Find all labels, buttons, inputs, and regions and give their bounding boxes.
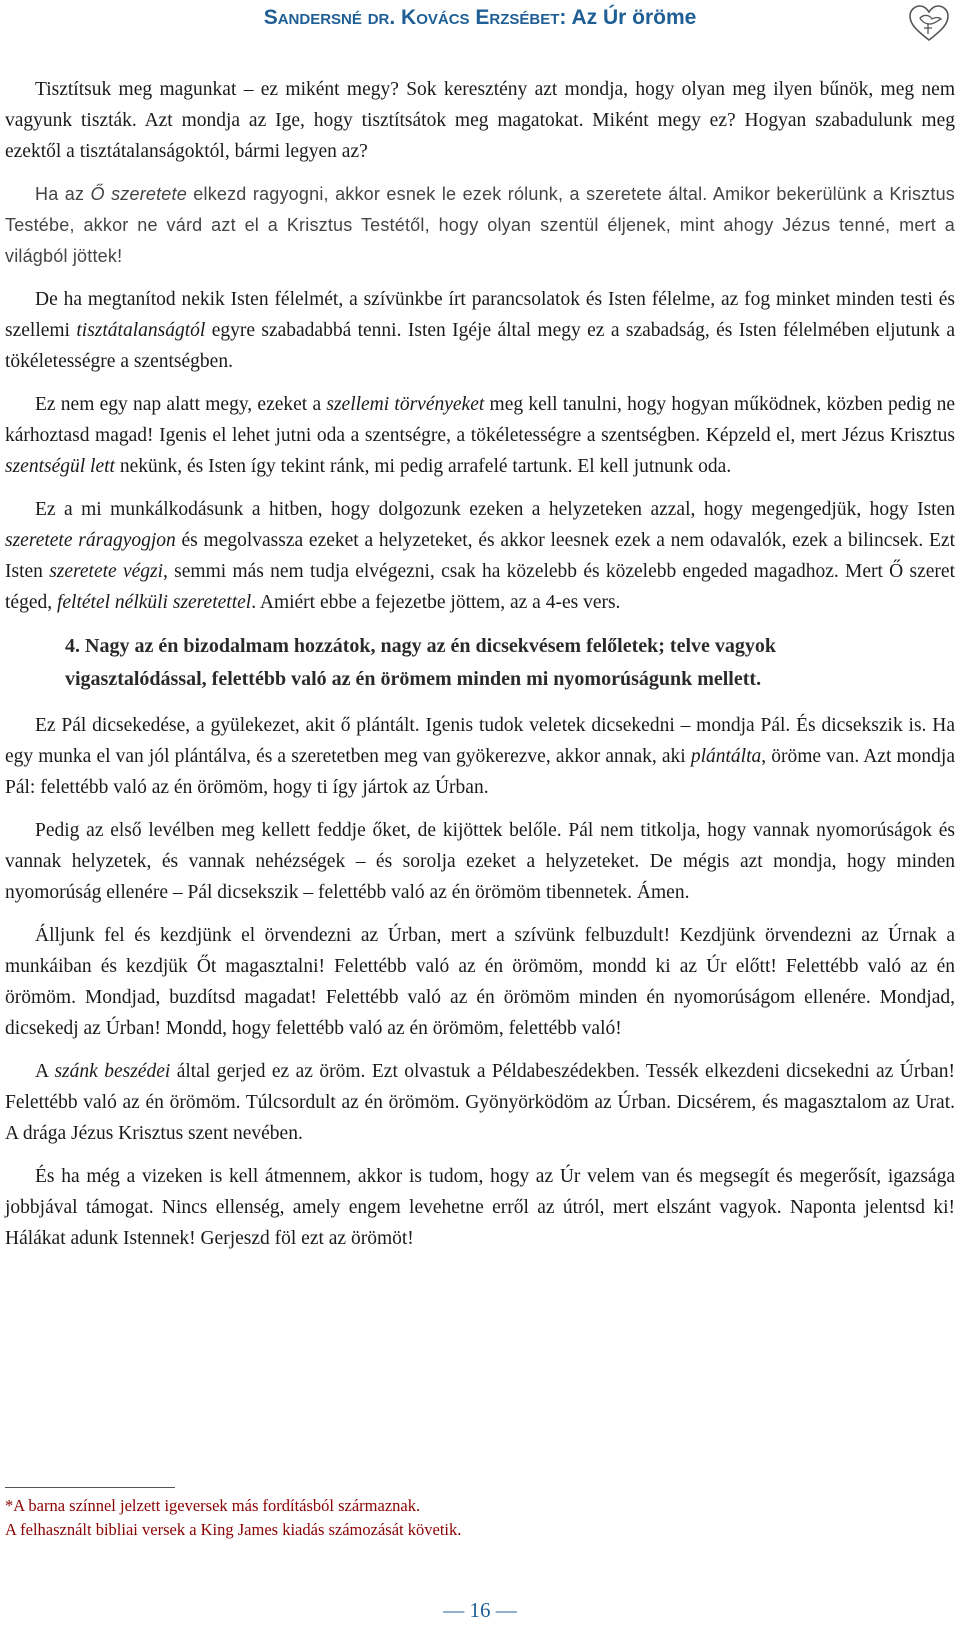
paragraph-3: De ha megtanítod nekik Isten félelmét, a szívünkbe írt parancsolatok és Isten félelme, az fog minket minden testi és szellemi tisztátalanságtól egyre szabadabbá tenni. Isten Igéje által megy ez a szabadság, és Isten félelmében eljutunk a tökéletességre a szentségben. (5, 289, 955, 372)
running-title (0, 6, 960, 30)
heart-dove-logo-icon (906, 2, 952, 44)
paragraph-8: Álljunk fel és kezdjünk el örvendezni az Úrban, mert a szívünk felbuzdult! Kezdjünk örvendezni az Úrnak a munkáiban és kezdjük Őt magasztalni! Felettébb való az én örömöm, mondd ki az Úr előtt! Felettébb való az én örömöm. Mondjad, buzdítsd magadat! Felettébb való az én örömöm minden én nyomorúságom ellenére. Mondjad, dicsekedj az Úrban! Mondd, hogy felettébb való az én örömöm, felettébb való! (5, 925, 955, 1039)
page-header (0, 0, 960, 48)
paragraph-7: Pedig az első levélben meg kellett feddje őket, de kijöttek belőle. Pál nem titkolja, hogy vannak nyomorúságok és vannak helyzetek, és vannak nehézségek – és sorolja ezeket a helyzeteket. De mégis azt mondja, hogy minden nyomorúság ellenére – Pál dicsekszik – felettébb való az én örömöm tibennetek. Ámen. (5, 820, 955, 903)
paragraph-10: És ha még a vizeken is kell átmennem, akkor is tudom, hogy az Úr velem van és megsegít és megerősít, igazsága jobbjával támogat. Nincs ellenség, amely engem levehetne erről az útról, mert elszánt vagyok. Naponta jelentsd ki! Hálákat adunk Istennek! Gerjeszd föl ezt az örömöt! (5, 1166, 955, 1249)
footnote-1: *A barna színnel jelzett igeversek más fordításból származnak. (5, 1496, 421, 1515)
paragraph-2: Ha az Ő szeretete elkezd ragyogni, akkor esnek le ezek rólunk, a szeretete által. Amikor bekerülünk a Krisztus Testébe, akkor ne várd azt el a Krisztus Testétől, hogy olyan szentül éljenek, mint ahogy Jézus tenné, mert a világból jöttek! (5, 184, 955, 266)
paragraph-1: Tisztítsuk meg magunkat – ez miként megy? Sok keresztény azt mondja, hogy olyan meg ilyen bűnök, meg nem vagyunk tiszták. Azt mondja az Ige, hogy tisztítsátok meg magatokat. Miként megy ez? Hogyan szabadulunk meg ezektől a tisztátalanságoktól, bármi legyen az? (5, 79, 955, 162)
footnote-divider (5, 1487, 175, 1488)
footnote-2: A felhasznált bibliai versek a King James kiadás számozását követik. (5, 1520, 462, 1539)
book-title: Az Úr öröme (571, 6, 697, 29)
page-body (5, 74, 955, 1266)
paragraph-9: A szánk beszédei által gerjed ez az öröm. Ezt olvastuk a Példabeszédekben. Tessék elkezdeni dicsekedni az Úrban! Felettébb való az én örömöm. Túlcsordult az én örömöm. Gyönyörködöm az Úrban. Dicsérem, és magasztalom az Urat. A drága Jézus Krisztus szent nevében. (5, 1061, 955, 1144)
footnotes (5, 1494, 461, 1542)
paragraph-4: Ez nem egy nap alatt megy, ezeket a szellemi törvényeket meg kell tanulni, hogy hogyan működnek, közben pedig ne kárhoztasd magad! Igenis el lehet jutni oda a szentségre, a tökéletességre a szentségben. Képzeld el, mert Jézus Krisztus szentségül lett nekünk, és Isten így tekint ránk, mi pedig arrafelé tartunk. El kell jutnunk oda. (5, 394, 955, 477)
paragraph-5: Ez a mi munkálkodásunk a hitben, hogy dolgozunk ezeken a helyzeteken azzal, hogy megengedjük, hogy Isten szeretete ráragyogjon és megolvassza ezeket a helyzeteket, és akkor leesnek ezek a nem odavalók, ezek a bilincsek. Ezt Isten szeretete végzi, semmi más nem tudja elvégezni, csak ha közelebb és közelebb engeded magadhoz. Mert Ő szeret téged, feltétel nélküli szeretettel. Amiért ebbe a fejezetbe jöttem, az a 4-es vers. (5, 499, 955, 613)
paragraph-6: Ez Pál dicsekedése, a gyülekezet, akit ő plántált. Igenis tudok veletek dicsekedni – mondja Pál. És dicsekszik is. Ha egy munka el van jól plántálva, és a szeretetben meg van gyökerezve, akkor annak, aki plántálta, öröme van. Azt mondja Pál: felettébb való az én örömöm, hogy ti így jártok az Úrban. (5, 715, 955, 798)
bible-verse-4: 4. Nagy az én bizodalmam hozzátok, nagy az én dicsekvésem felőletek; telve vagyok vigasztalódással, felettébb való az én örömem minden mi nyomorúságunk mellett. (65, 635, 777, 690)
page-number: — 16 — (443, 1598, 517, 1622)
author-name: Sandersné dr. Kovács Erzsébet: (263, 6, 567, 29)
